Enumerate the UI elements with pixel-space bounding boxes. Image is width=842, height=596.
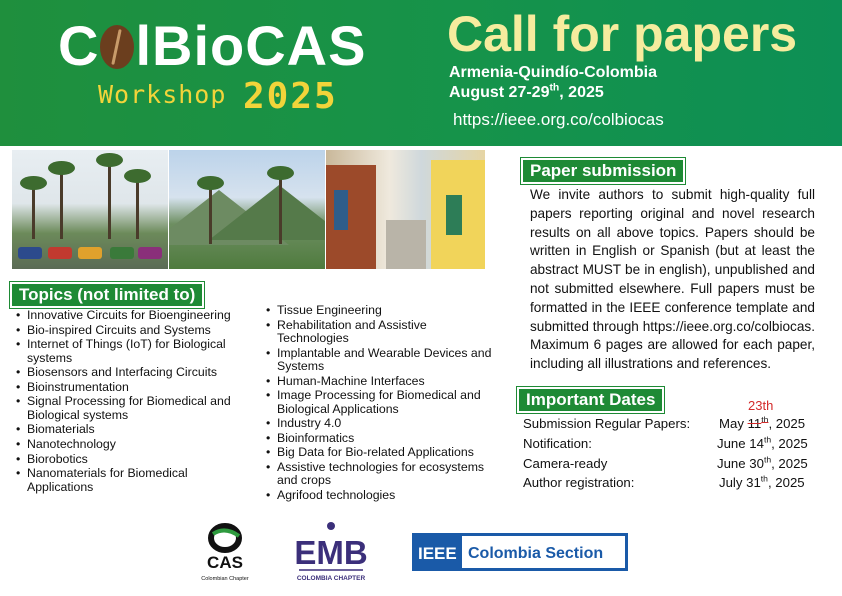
date-month: July 31 bbox=[719, 475, 761, 490]
logo-year: 2025 bbox=[243, 76, 338, 117]
palm-tree-icon bbox=[108, 161, 111, 239]
date-year: , 2025 bbox=[767, 475, 805, 490]
topic-item: • Internet of Things (IoT) for Biological systems bbox=[16, 338, 251, 365]
topic-item: • Innovative Circuits for Bioengineering bbox=[16, 309, 251, 322]
jeep-icon bbox=[18, 247, 42, 259]
date-sup: th bbox=[763, 454, 772, 465]
palm-tree-icon bbox=[60, 169, 63, 239]
date-day: 11 bbox=[747, 416, 762, 431]
topic-item: • Tissue Engineering bbox=[266, 304, 496, 317]
topic-item: • Nanotechnology bbox=[16, 438, 251, 451]
ieee-section-text: Colombia Section bbox=[468, 545, 604, 562]
wax-palm-icon bbox=[279, 174, 282, 244]
date-label-camera-ready: Camera-ready bbox=[523, 456, 608, 471]
emb-text: EMB bbox=[294, 534, 368, 571]
cas-text: CAS bbox=[207, 553, 243, 572]
emb-subtext: COLOMBIA CHAPTER bbox=[296, 575, 366, 582]
event-url-link[interactable]: https://ieee.org.co/colbiocas bbox=[453, 110, 664, 129]
emb-chapter-logo bbox=[291, 520, 371, 584]
topic-item: • Bio-inspired Circuits and Systems bbox=[16, 324, 251, 337]
jeep-icon bbox=[110, 247, 134, 259]
date-sup: th bbox=[761, 414, 769, 425]
topics-list-right bbox=[266, 304, 496, 504]
topic-item: • Assistive technologies for ecosystems and crops bbox=[266, 461, 496, 488]
page-title: Call for papers bbox=[447, 6, 798, 62]
emb-person-icon bbox=[327, 522, 335, 530]
date-correction: 23th bbox=[748, 398, 774, 413]
ieee-colombia-logo bbox=[412, 533, 628, 571]
topic-item: • Agrifood technologies bbox=[266, 489, 496, 502]
paper-submission-body: We invite authors to submit high-quality full papers reporting original and novel research results on all above topics. Papers should be written in English or Spanish (but at least the abstract MUST be in english), unpublished and not submitted elsewhere. Full papers must be formatted in the IEEE conference template and submitted through https://ieee.org.co/colbiocas. Maximum 6 pages are allowed for each paper, including all illustrations and references. bbox=[530, 187, 815, 372]
topic-item: • Nanomaterials for Biomedical Applications bbox=[16, 467, 251, 494]
jeep-icon bbox=[78, 247, 102, 259]
topic-item: • Biomaterials bbox=[16, 423, 251, 436]
logo-rest: lBioCAS bbox=[135, 14, 367, 77]
topic-item: • Signal Processing for Biomedical and Biological systems bbox=[16, 395, 251, 422]
date-label-notification: Notification: bbox=[523, 436, 592, 451]
date-month: June 30 bbox=[717, 456, 764, 471]
palm-tree-icon bbox=[32, 184, 35, 239]
event-dates bbox=[449, 84, 604, 102]
date-value-registration bbox=[719, 475, 805, 490]
colbiocas-logo bbox=[58, 14, 367, 77]
date-year: , 2025 bbox=[768, 416, 806, 431]
cas-chapter-logo bbox=[195, 522, 255, 584]
date-month: May bbox=[719, 416, 748, 431]
cas-subtext: Colombian Chapter bbox=[201, 576, 249, 582]
photo-colonial-street bbox=[326, 150, 485, 269]
event-dates-sup: th bbox=[549, 82, 560, 94]
date-struck-day bbox=[748, 416, 769, 431]
topic-item: • Implantable and Wearable Devices and Systems bbox=[266, 347, 496, 374]
important-dates-heading: Important Dates bbox=[517, 387, 664, 413]
topic-item: • Human-Machine Interfaces bbox=[266, 375, 496, 388]
cas-swoosh-icon bbox=[213, 530, 239, 536]
event-location: Armenia-Quindío-Colombia bbox=[449, 64, 657, 81]
coffee-bean-icon bbox=[100, 25, 134, 69]
date-label-registration: Author registration: bbox=[523, 475, 635, 490]
event-dates-main: August 27-29 bbox=[449, 84, 550, 101]
ieee-text: IEEE bbox=[418, 544, 457, 563]
topic-item: • Bioinformatics bbox=[266, 432, 496, 445]
photo-cocora-valley bbox=[169, 150, 325, 269]
palm-tree-icon bbox=[136, 177, 139, 239]
event-dates-year: , 2025 bbox=[559, 84, 604, 101]
street-shape bbox=[386, 220, 426, 269]
date-label-submission: Submission Regular Papers: bbox=[523, 416, 691, 431]
date-value-camera-ready bbox=[717, 456, 808, 471]
date-value-notification bbox=[717, 436, 808, 451]
logo-col-letter: C bbox=[58, 14, 100, 77]
door-shape bbox=[446, 195, 462, 235]
topic-item: • Industry 4.0 bbox=[266, 417, 496, 430]
date-sup: th bbox=[763, 434, 772, 445]
wax-palm-icon bbox=[209, 184, 212, 244]
topics-heading: Topics (not limited to) bbox=[10, 282, 204, 308]
paper-submission-heading: Paper submission bbox=[521, 158, 685, 184]
window-shape bbox=[334, 190, 348, 230]
topic-item: • Image Processing for Biomedical and Biological Applications bbox=[266, 389, 496, 416]
topics-list-left bbox=[16, 309, 251, 495]
topic-item: • Rehabilitation and Assistive Technologies bbox=[266, 319, 496, 346]
jeep-icon bbox=[48, 247, 72, 259]
date-month: June 14 bbox=[717, 436, 764, 451]
topic-item: • Biosensors and Interfacing Circuits bbox=[16, 366, 251, 379]
date-year: , 2025 bbox=[771, 456, 808, 471]
mountain-shape bbox=[209, 185, 325, 240]
date-year: , 2025 bbox=[771, 436, 808, 451]
topic-item: • Big Data for Bio-related Applications bbox=[266, 446, 496, 459]
date-value-submission bbox=[719, 416, 805, 431]
logo-workshop-text: Workshop bbox=[98, 80, 227, 109]
date-sup: th bbox=[760, 473, 768, 484]
topic-item: • Bioinstrumentation bbox=[16, 381, 251, 394]
photo-palm-plaza bbox=[12, 150, 168, 269]
topic-item: • Biorobotics bbox=[16, 453, 251, 466]
jeep-icon bbox=[138, 247, 162, 259]
